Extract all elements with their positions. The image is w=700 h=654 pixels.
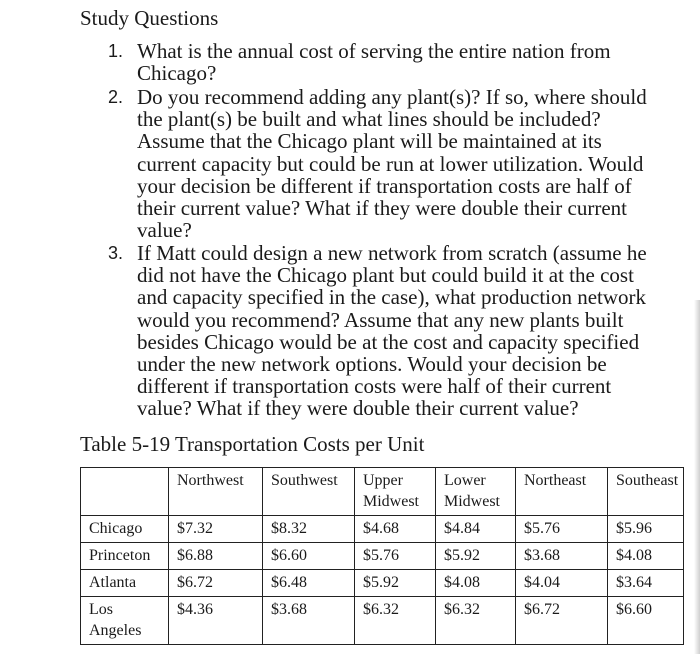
column-header-line: Upper: [363, 472, 403, 489]
table-cell: $6.72: [516, 597, 608, 645]
table-row: [81, 516, 684, 543]
column-header-line: Midwest: [363, 493, 419, 510]
column-header-line: Northeast: [524, 472, 587, 489]
column-header-line: Lower: [444, 472, 486, 489]
question-number: 3.: [108, 243, 124, 263]
question-number: 1.: [108, 41, 124, 61]
column-header-line: Midwest: [444, 493, 500, 510]
table-header-row: [81, 468, 684, 516]
table-cell: $6.32: [355, 597, 436, 645]
table-cell: $4.08: [608, 543, 684, 570]
table-cell: $5.76: [355, 543, 436, 570]
question-text-line: Do you recommend adding any plant(s)? If so, where should: [137, 85, 647, 109]
table-cell: $6.88: [169, 543, 263, 570]
row-header: Atlanta: [81, 570, 169, 597]
column-header-line: Southeast: [616, 472, 679, 489]
column-header: [355, 468, 436, 516]
transportation-costs-table: [80, 467, 684, 645]
question-text-line: did not have the Chicago plant but could build it at the cost: [137, 263, 634, 288]
table-cell: $3.68: [263, 597, 355, 645]
question-text-line: value?: [137, 218, 192, 243]
table-cell: $6.60: [263, 543, 355, 570]
table-cell: $4.84: [436, 516, 516, 543]
table-cell: $5.76: [516, 516, 608, 543]
question-text-line: their current value? What if they were double their current: [137, 196, 627, 220]
table-corner-cell: [81, 468, 169, 516]
row-header-line: Angeles: [89, 622, 142, 639]
table-cell: $5.92: [436, 543, 516, 570]
table-cell: $6.48: [263, 570, 355, 597]
column-header: [169, 468, 263, 516]
question-text-line: under the new network options. Would your decision be: [137, 352, 607, 376]
row-header: [81, 597, 169, 645]
table-cell: $8.32: [263, 516, 355, 543]
question-text-line: different if transportation costs were half of their current: [137, 374, 612, 399]
row-header: Princeton: [81, 543, 169, 570]
table-cell: $6.60: [608, 597, 684, 645]
table-cell: $6.32: [436, 597, 516, 645]
table-cell: $3.68: [516, 543, 608, 570]
section-heading: Study Questions: [80, 6, 219, 30]
table-cell: $4.04: [516, 570, 608, 597]
question-text-line: value? What if they were double their current value?: [137, 396, 579, 421]
table-row: [81, 543, 684, 570]
column-header: [608, 468, 684, 516]
table-title: Table 5-19 Transportation Costs per Unit: [80, 432, 425, 456]
question-text-line: and capacity specified in the case), what production network: [137, 285, 647, 310]
question-text-line: your decision be different if transportation costs are half of: [137, 173, 632, 198]
question-text-line: Assume that the Chicago plant will be maintained at its: [137, 129, 602, 154]
table-cell: $4.68: [355, 516, 436, 543]
table-cell: $5.92: [355, 570, 436, 597]
table-row: [81, 597, 684, 645]
table-cell: $7.32: [169, 516, 263, 543]
question-text-line: besides Chicago would be at the cost and capacity specified: [137, 329, 640, 354]
question-text-line: the plant(s) be built and what lines should be included?: [137, 107, 601, 132]
table-cell: $6.72: [169, 570, 263, 597]
column-header: [263, 468, 355, 516]
column-header-line: Southwest: [271, 472, 338, 489]
question-text-line: What is the annual cost of serving the entire nation from: [137, 39, 611, 63]
column-header: [516, 468, 608, 516]
page-edge-shadow: [694, 300, 700, 654]
question-number: 2.: [108, 87, 124, 107]
table-row: [81, 570, 684, 597]
table-cell: $5.96: [608, 516, 684, 543]
question-text-line: would you recommend? Assume that any new plants built: [137, 307, 624, 332]
question-text-line: Chicago?: [137, 61, 217, 86]
row-header-line: Los: [89, 601, 113, 618]
question-text-line: If Matt could design a new network from scratch (assume he: [137, 241, 647, 265]
row-header: Chicago: [81, 516, 169, 543]
table-cell: $4.36: [169, 597, 263, 645]
column-header: [436, 468, 516, 516]
table-cell: $4.08: [436, 570, 516, 597]
question-text-line: current capacity but could be run at lower utilization. Would: [137, 151, 644, 176]
table-cell: $3.64: [608, 570, 684, 597]
column-header-line: Northwest: [177, 472, 244, 489]
